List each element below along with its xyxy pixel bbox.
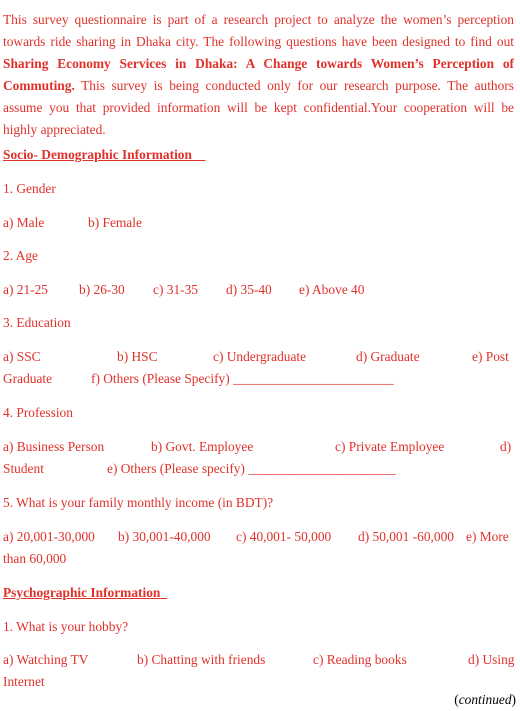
profession-option-c[interactable]: c) Private Employee [335,439,445,454]
hobby-option-b[interactable]: b) Chatting with friends [137,652,266,667]
education-option-e[interactable]: e) Post [472,349,509,364]
income-option-e-cont: than 60,000 [3,551,67,566]
gender-question: 1. Gender [3,181,56,196]
gender-option-female[interactable]: b) Female [88,215,142,230]
continued-note: (continued) [454,692,516,707]
age-option-a[interactable]: a) 21-25 [3,282,48,297]
education-option-d[interactable]: d) Graduate [356,349,420,364]
education-option-e-cont: Graduate [3,371,53,386]
education-question: 3. Education [3,315,71,330]
psychographic-heading: Psychographic Information [3,585,161,600]
hobby-option-a[interactable]: a) Watching TV [3,652,89,667]
profession-option-a[interactable]: a) Business Person [3,439,105,454]
age-option-e[interactable]: e) Above 40 [299,282,365,297]
income-option-d[interactable]: d) 50,001 -60,000 [358,529,454,544]
education-option-a[interactable]: a) SSC [3,349,41,364]
education-option-b[interactable]: b) HSC [117,349,158,364]
continued-text: continued [458,692,512,707]
income-option-a[interactable]: a) 20,001-30,000 [3,529,95,544]
age-option-d[interactable]: d) 35-40 [226,282,272,297]
intro-text-2: This survey is being conducted only for our research purpose. The authors assume you that provided information will be kept confidential.Your cooperation will be highly appreciated. [3,78,514,138]
age-option-c[interactable]: c) 31-35 [153,282,198,297]
profession-option-d[interactable]: d) [500,439,512,454]
education-option-f[interactable]: f) Others (Please Specify) ________________________ [91,371,394,386]
income-question: 5. What is your family monthly income (in BDT)? [3,495,274,510]
profession-option-d-cont: Student [3,461,44,476]
age-option-b[interactable]: b) 26-30 [79,282,125,297]
age-question: 2. Age [3,248,38,263]
gender-option-male[interactable]: a) Male [3,215,45,230]
intro-paragraph [3,9,514,141]
education-option-c[interactable]: c) Undergraduate [213,349,307,364]
hobby-question: 1. What is your hobby? [3,619,129,634]
socio-demographic-heading: Socio- Demographic Information [3,147,192,162]
hobby-option-c[interactable]: c) Reading books [313,652,407,667]
education-other-blank[interactable]: ________________________ [233,371,394,386]
intro-text-1: This survey questionnaire is part of a research project to analyze the women’s perception towards ride sharing in Dhaka city. The following questions have been designed to find out [3,12,514,50]
income-option-c[interactable]: c) 40,001- 50,000 [236,529,332,544]
hobby-option-d[interactable]: d) Using [468,652,515,667]
income-option-e[interactable]: e) More [466,529,509,544]
income-option-b[interactable]: b) 30,001-40,000 [118,529,211,544]
hobby-option-d-cont: Internet [3,674,45,689]
profession-question: 4. Profession [3,405,73,420]
profession-option-e[interactable]: e) Others (Please specify) ______________________ [107,461,396,476]
profession-other-blank[interactable]: ______________________ [248,461,396,476]
intro-bold-title: Sharing Economy Services in Dhaka: A Change towards Women’s Perception of Commuting. [3,56,514,94]
profession-option-b[interactable]: b) Govt. Employee [151,439,254,454]
